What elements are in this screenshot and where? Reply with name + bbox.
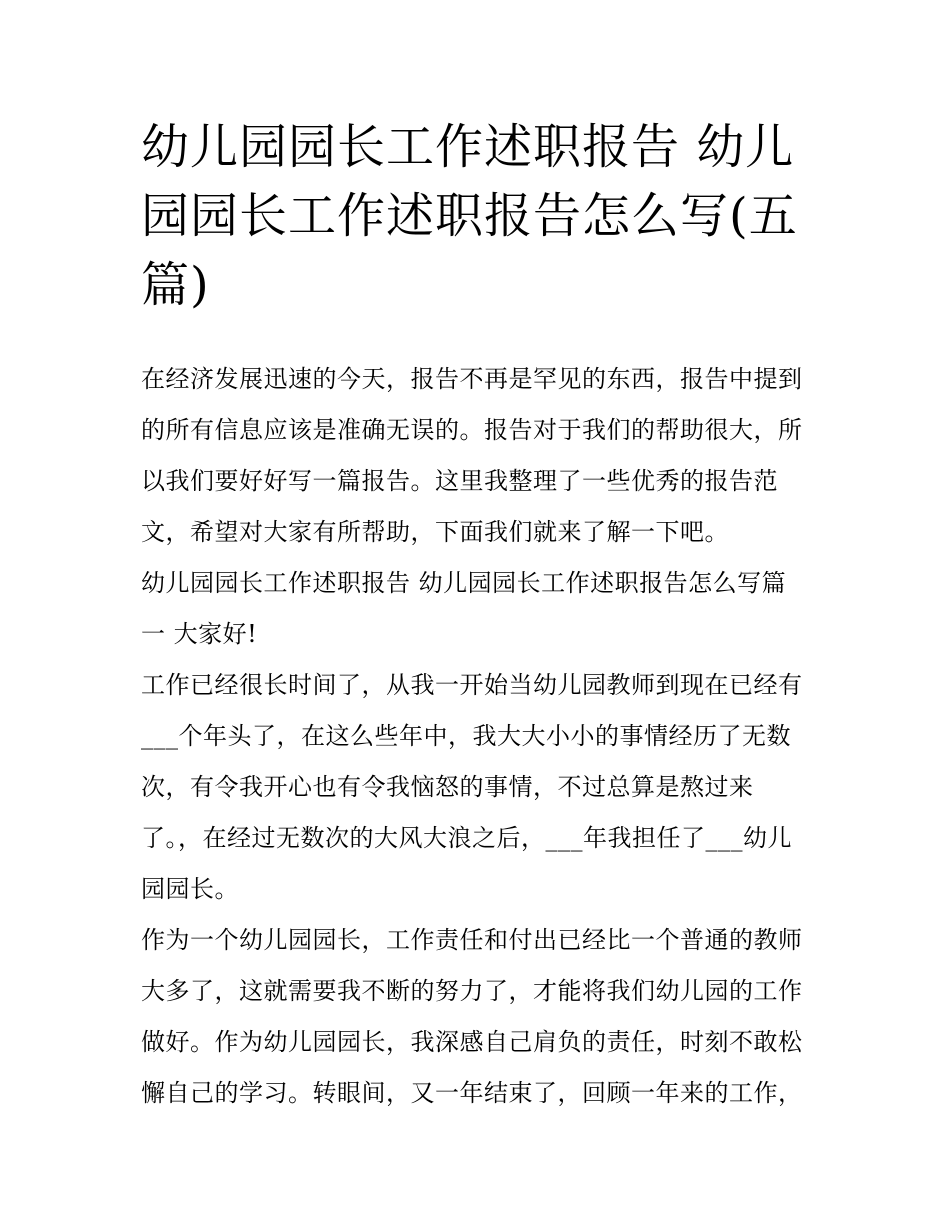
document-body <box>141 354 816 1119</box>
body-paragraph <box>141 660 816 915</box>
text-line: 懈自己的学习。转眼间，又一年结束了，回顾一年来的工作， <box>141 1079 803 1107</box>
text-line: ___个年头了，在这么些年中，我大大小小的事情经历了无数 <box>141 722 791 750</box>
section-heading-paragraph <box>141 558 816 660</box>
text-line: 园园长。 <box>141 875 239 903</box>
text-line: 一 大家好! <box>141 620 258 648</box>
text-line: 次，有令我开心也有令我恼怒的事情，不过总算是熬过来 <box>141 773 754 801</box>
text-line: 以我们要好好写一篇报告。这里我整理了一些优秀的报告范 <box>141 467 778 495</box>
title-line: 园园长工作述职报告怎么写(五 <box>141 188 798 244</box>
intro-paragraph <box>141 354 816 558</box>
text-line: 工作已经很长时间了，从我一开始当幼儿园教师到现在已经有 <box>141 671 803 699</box>
text-line: 做好。作为幼儿园园长，我深感自己肩负的责任，时刻不敢松 <box>141 1028 803 1056</box>
text-line: 文，希望对大家有所帮助，下面我们就来了解一下吧。 <box>141 518 729 546</box>
text-line: 作为一个幼儿园园长，工作责任和付出已经比一个普通的教师 <box>141 926 803 954</box>
text-line: 了。，在经过无数次的大风大浪之后，___年我担任了___幼儿 <box>141 824 792 852</box>
text-line: 幼儿园园长工作述职报告 幼儿园园长工作述职报告怎么写篇 <box>141 569 787 597</box>
document-title <box>141 113 816 320</box>
text-line: 在经济发展迅速的今天，报告不再是罕见的东西，报告中提到 <box>141 365 803 393</box>
title-line: 篇) <box>141 257 210 313</box>
text-line: 的所有信息应该是准确无误的。报告对于我们的帮助很大，所 <box>141 416 803 444</box>
title-line: 幼儿园园长工作述职报告 幼儿 <box>141 119 795 175</box>
body-paragraph <box>141 915 816 1119</box>
text-line: 大多了，这就需要我不断的努力了，才能将我们幼儿园的工作 <box>141 977 803 1005</box>
